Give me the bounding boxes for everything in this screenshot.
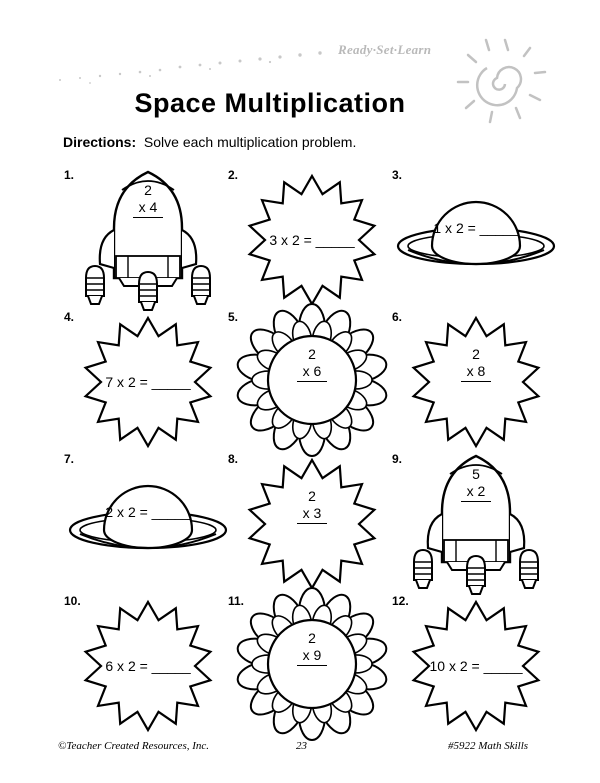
problem-number: 9. (392, 452, 403, 466)
problem-top-number: 2 (144, 182, 152, 198)
problem-equation: 10 x 2 = _____ (429, 658, 523, 674)
problem-number: 5. (228, 310, 239, 324)
problem-6 (392, 310, 560, 450)
problem-11 (228, 594, 396, 734)
footer-page-number: 23 (296, 740, 307, 752)
problem-number: 6. (392, 310, 403, 324)
problem-multiplier: x 3 (297, 505, 328, 524)
problem-5 (228, 310, 396, 450)
problem-10 (64, 594, 232, 734)
problem-equation: 2 x 2 = _____ (105, 504, 191, 520)
problem-4 (64, 310, 232, 450)
problem-vertical (436, 466, 516, 502)
problem-vertical (436, 346, 516, 382)
problem-multiplier: x 8 (461, 363, 492, 382)
problem-9 (392, 452, 560, 592)
brand-logo-text: Ready·Set·Learn (338, 42, 432, 57)
problem-2 (228, 168, 396, 308)
problem-number: 12. (392, 594, 409, 608)
directions-text: Solve each multiplication problem. (143, 134, 357, 150)
problem-multiplier: x 2 (461, 483, 492, 502)
problem-number: 7. (64, 452, 75, 466)
problem-number: 1. (64, 168, 75, 182)
problem-equation: 3 x 2 = _____ (269, 232, 355, 248)
problem-vertical (272, 346, 352, 382)
problem-equation: 6 x 2 = _____ (105, 658, 191, 674)
problem-vertical (108, 182, 188, 218)
page-title: Space Multiplication (134, 88, 406, 118)
problem-top-number: 2 (308, 346, 316, 362)
problem-number: 3. (392, 168, 403, 182)
problem-vertical (272, 488, 352, 524)
problem-top-number: 2 (472, 346, 480, 362)
problem-vertical (272, 630, 352, 666)
problem-number: 11. (228, 594, 245, 608)
planet-icon (392, 168, 560, 308)
problem-equation: 1 x 2 = _____ (433, 220, 519, 236)
problem-multiplier: x 6 (297, 363, 328, 382)
problem-12 (392, 594, 560, 734)
planet-icon (64, 452, 232, 592)
problem-top-number: 5 (472, 466, 480, 482)
problem-number: 2. (228, 168, 239, 182)
problem-3 (392, 168, 560, 308)
problem-top-number: 2 (308, 488, 316, 504)
problem-number: 8. (228, 452, 239, 466)
problem-multiplier: x 4 (133, 199, 164, 218)
problem-top-number: 2 (308, 630, 316, 646)
footer-book-title: #5922 Math Skills (448, 740, 529, 752)
problem-multiplier: x 9 (297, 647, 328, 666)
problem-1 (64, 168, 232, 308)
directions-label: Directions: (63, 134, 137, 150)
problem-number: 4. (64, 310, 75, 324)
problem-equation: 7 x 2 = _____ (105, 374, 191, 390)
footer-copyright: ©Teacher Created Resources, Inc. (58, 740, 210, 752)
problem-7 (64, 452, 232, 592)
problem-number: 10. (64, 594, 81, 608)
problem-8 (228, 452, 396, 592)
